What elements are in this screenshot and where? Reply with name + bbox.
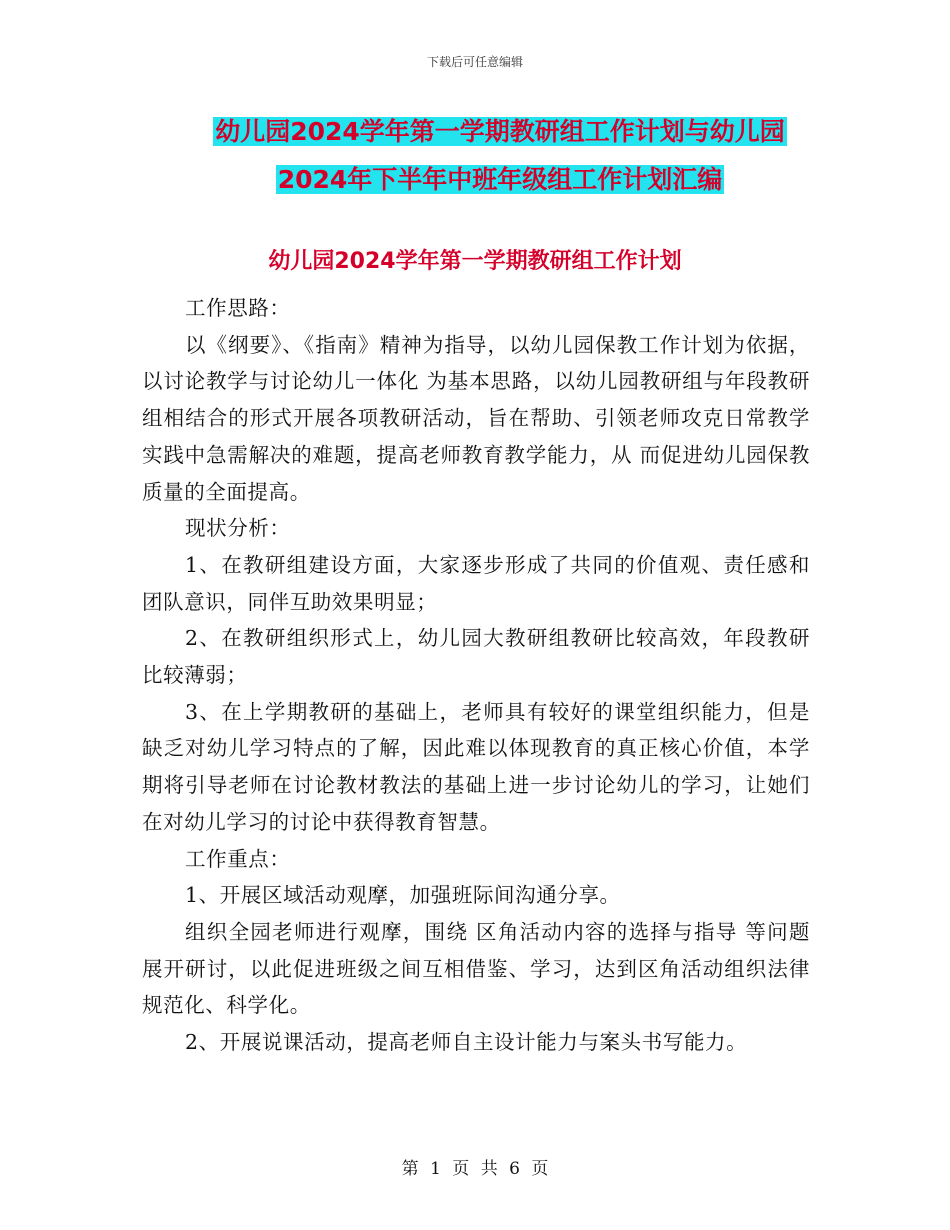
document-title-line-2: 2024年下半年中班年级组工作计划汇编 bbox=[277, 165, 723, 194]
paragraph: 组织全园老师进行观摩，围绕 区角活动内容的选择与指导 等问题展开研讨，以此促进班级之间互相借鉴、学习，达到区角活动组织法律规范化、科学化。 bbox=[142, 919, 810, 1018]
page-footer: 第 1 页 共 6 页 bbox=[401, 1159, 549, 1179]
document-body bbox=[142, 290, 810, 1061]
paragraph: 工作重点： bbox=[185, 846, 291, 871]
section-title: 幼儿园2024学年第一学期教研组工作计划 bbox=[268, 249, 682, 274]
paragraph: 2、开展说课活动，提高老师自主设计能力与案头书写能力。 bbox=[185, 1030, 748, 1055]
paragraph: 以《纲要》、《指南》精神为指导，以幼儿园保教工作计划为依据，以讨论教学与讨论幼儿一体化 为基本思路，以幼儿园教研组与年段教研组相结合的形式开展各项教研活动，旨在帮助、引领老师攻克日常教学实践中急需解决的难题，提高老师教育教学能力，从 而促进幼儿园保教质量的全面提高。 bbox=[142, 332, 810, 504]
paragraph: 1、开展区域活动观摩，加强班际间沟通分享。 bbox=[185, 883, 621, 908]
document-title-line-1: 幼儿园2024学年第一学期教研组工作计划与幼儿园 bbox=[215, 117, 785, 146]
paragraph: 工作思路： bbox=[185, 296, 291, 320]
paragraph: 3、在上学期教研的基础上，老师具有较好的课堂组织能力，但是缺乏对幼儿学习特点的了解，因此难以体现教育的真正核心价值，本学期将引导老师在讨论教材教法的基础上进一步讨论幼儿的学习，让她们在对幼儿学习的讨论中获得教育智慧。 bbox=[142, 699, 810, 834]
paragraph: 2、在教研组织形式上，幼儿园大教研组教研比较高效，年段教研比较薄弱； bbox=[142, 626, 810, 688]
paragraph: 1、在教研组建设方面，大家逐步形成了共同的价值观、责任感和团队意识，同伴互助效果明显； bbox=[142, 552, 810, 614]
paragraph: 现状分析： bbox=[185, 516, 291, 541]
header-note: 下载后可任意编辑 bbox=[426, 55, 523, 69]
document-title bbox=[140, 108, 860, 204]
